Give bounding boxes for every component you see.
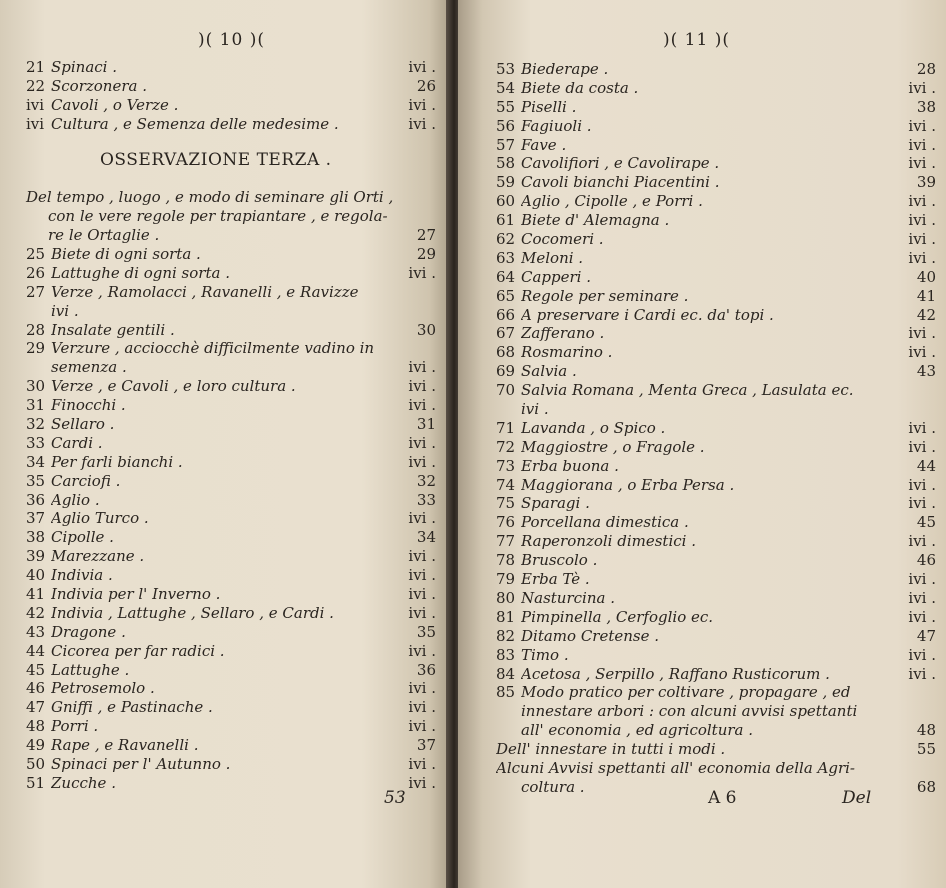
entry-text: Erba Tè . bbox=[521, 570, 590, 589]
entry-page: ivi . bbox=[408, 679, 436, 698]
toc-entry bbox=[496, 476, 936, 495]
entry-number: 57 bbox=[496, 135, 516, 154]
entry-continuation-text: semenza . bbox=[51, 358, 127, 377]
entry-page: ivi . bbox=[908, 588, 936, 607]
entry-text: Carciofi . bbox=[51, 471, 121, 490]
entry-text: Biete da costa . bbox=[521, 78, 639, 97]
toc-entry bbox=[26, 604, 436, 623]
entry-page: ivi . bbox=[908, 343, 936, 362]
entry-number: 46 bbox=[26, 679, 46, 698]
toc-entry bbox=[26, 472, 436, 491]
toc-entry bbox=[26, 321, 436, 340]
entry-text: Insalate gentili . bbox=[51, 320, 175, 339]
toc-entry bbox=[26, 434, 436, 453]
entry-number: 44 bbox=[26, 641, 46, 660]
toc-entry bbox=[496, 570, 936, 589]
entry-continuation bbox=[26, 358, 436, 377]
entry-text: Biete di ogni sorta . bbox=[51, 245, 201, 263]
line-page: 55 bbox=[916, 740, 936, 759]
entry-number: 72 bbox=[496, 437, 516, 456]
entry-text: Regole per seminare . bbox=[521, 286, 689, 305]
intro-line bbox=[26, 226, 436, 245]
toc-entry bbox=[26, 415, 436, 434]
toc-entry bbox=[26, 264, 436, 283]
toc-entry bbox=[26, 509, 436, 528]
entry-text: Salvia Romana , Menta Greca , Lasulata ec. bbox=[521, 381, 854, 400]
toc-entry bbox=[496, 173, 936, 192]
toc-entry bbox=[496, 646, 936, 665]
toc-line bbox=[496, 740, 936, 759]
toc-line bbox=[496, 721, 936, 740]
left-catchword: 53 bbox=[384, 788, 406, 808]
entry-number: 49 bbox=[26, 736, 46, 755]
toc-entry bbox=[26, 58, 436, 77]
toc-entry bbox=[26, 245, 436, 264]
entry-text: Pimpinella , Cerfoglio ec. bbox=[521, 607, 714, 626]
entry-number: 21 bbox=[26, 58, 46, 76]
entry-page: ivi . bbox=[908, 664, 936, 683]
entry-number: 41 bbox=[26, 585, 46, 604]
entry-page: ivi . bbox=[908, 135, 936, 154]
signature-mark: A 6 bbox=[708, 788, 737, 808]
toc-entry bbox=[496, 287, 936, 306]
entry-text: Biederape . bbox=[521, 60, 609, 78]
left-main-entries bbox=[26, 245, 436, 793]
toc-entry bbox=[26, 96, 436, 115]
entry-number: 36 bbox=[26, 490, 46, 509]
entry-text: Rosmarino . bbox=[521, 343, 613, 362]
entry-text: Indivia , Lattughe , Sellaro , e Cardi . bbox=[51, 603, 334, 622]
entry-number: 42 bbox=[26, 603, 46, 622]
entry-page: ivi . bbox=[908, 192, 936, 211]
right-catchword: Del bbox=[842, 788, 872, 808]
entry-number: 66 bbox=[496, 305, 516, 324]
entry-page: ivi . bbox=[408, 95, 436, 114]
right-page bbox=[458, 0, 946, 888]
entry-number: 28 bbox=[26, 320, 46, 339]
entry-text: Indivia per l' Inverno . bbox=[51, 585, 221, 604]
entry-number: 55 bbox=[496, 97, 516, 116]
right-page-header: )( 11 )( bbox=[663, 30, 730, 50]
entry-page: 31 bbox=[416, 415, 436, 434]
entry-number: 82 bbox=[496, 626, 516, 645]
toc-entry bbox=[496, 683, 936, 702]
toc-entry bbox=[496, 324, 936, 343]
entry-text: Bruscolo . bbox=[521, 551, 598, 570]
entry-text: Cardi . bbox=[51, 433, 103, 452]
entry-page: ivi . bbox=[408, 566, 436, 585]
entry-number: 22 bbox=[26, 76, 46, 95]
intro-page-number: 27 bbox=[416, 225, 436, 244]
entry-text: Zucche . bbox=[51, 773, 116, 792]
entry-text: Cavoli bianchi Piacentini . bbox=[521, 173, 720, 192]
toc-entry bbox=[26, 396, 436, 415]
toc-entry bbox=[496, 608, 936, 627]
entry-page: ivi . bbox=[908, 645, 936, 664]
entry-number: 25 bbox=[26, 245, 46, 263]
entry-text: Cocomeri . bbox=[521, 230, 604, 249]
entry-text: Verze , e Cavoli , e loro cultura . bbox=[51, 377, 296, 396]
entry-number: 59 bbox=[496, 173, 516, 192]
entry-text: Aglio Turco . bbox=[51, 509, 149, 528]
entry-number: 38 bbox=[26, 528, 46, 547]
entry-page: ivi . bbox=[408, 509, 436, 528]
entry-number: 71 bbox=[496, 418, 516, 437]
entry-continuation-text: ivi . bbox=[51, 301, 79, 320]
entry-number: 56 bbox=[496, 116, 516, 135]
entry-page: ivi . bbox=[908, 230, 936, 249]
entry-text: Marezzane . bbox=[51, 547, 145, 566]
entry-page: 37 bbox=[416, 736, 436, 755]
line-text: Dell' innestare in tutti i modi . bbox=[496, 740, 726, 759]
entry-text: Lattughe . bbox=[51, 660, 130, 679]
entry-number: 77 bbox=[496, 532, 516, 551]
toc-entry bbox=[496, 306, 936, 325]
entry-text: Aglio , Cipolle , e Porri . bbox=[521, 192, 703, 211]
entry-text: Spinaci . bbox=[51, 58, 118, 76]
entry-page: ivi . bbox=[408, 263, 436, 282]
entry-text: Sparagi . bbox=[521, 494, 590, 513]
toc-entry bbox=[496, 362, 936, 381]
entry-number: 63 bbox=[496, 248, 516, 267]
entry-number: 81 bbox=[496, 607, 516, 626]
toc-entry bbox=[496, 627, 936, 646]
toc-entry bbox=[496, 117, 936, 136]
entry-number: ivi bbox=[26, 95, 45, 114]
entry-number: 74 bbox=[496, 475, 516, 494]
entry-number: 32 bbox=[26, 415, 46, 434]
entry-page: 40 bbox=[916, 267, 936, 286]
entry-number: 85 bbox=[496, 683, 516, 702]
entry-text: Rape , e Ravanelli . bbox=[51, 736, 199, 755]
entry-text: Petrosemolo . bbox=[51, 679, 155, 698]
entry-page: ivi . bbox=[408, 585, 436, 604]
entry-page: ivi . bbox=[908, 211, 936, 230]
entry-page: ivi . bbox=[408, 114, 436, 133]
toc-entry bbox=[26, 736, 436, 755]
entry-page: 43 bbox=[916, 362, 936, 381]
entry-number: 27 bbox=[26, 282, 46, 301]
entry-page: ivi . bbox=[908, 418, 936, 437]
entry-page: 44 bbox=[916, 456, 936, 475]
entry-page: ivi . bbox=[908, 532, 936, 551]
entry-page: ivi . bbox=[908, 570, 936, 589]
toc-entry bbox=[496, 136, 936, 155]
entry-text: Porcellana dimestica . bbox=[521, 513, 689, 532]
entry-number: 50 bbox=[26, 755, 46, 774]
entry-page: ivi . bbox=[908, 248, 936, 267]
toc-entry bbox=[26, 717, 436, 736]
entry-text: Maggiostre , o Fragole . bbox=[521, 437, 705, 456]
entry-number: 62 bbox=[496, 230, 516, 249]
left-page bbox=[0, 0, 452, 888]
entry-page: 29 bbox=[416, 245, 436, 263]
entry-number: 68 bbox=[496, 343, 516, 362]
entry-text: Salvia . bbox=[521, 362, 577, 381]
entry-page: ivi . bbox=[408, 452, 436, 471]
toc-entry bbox=[496, 419, 936, 438]
entry-text: Scorzonera . bbox=[51, 76, 147, 95]
entry-text: Lavanda , o Spico . bbox=[521, 418, 666, 437]
entry-page: ivi . bbox=[408, 773, 436, 792]
toc-entry bbox=[26, 77, 436, 96]
toc-entry bbox=[496, 249, 936, 268]
entry-number: 64 bbox=[496, 267, 516, 286]
toc-entry bbox=[496, 494, 936, 513]
toc-entry bbox=[496, 60, 936, 79]
entry-number: ivi bbox=[26, 114, 45, 133]
entry-page: 41 bbox=[916, 286, 936, 305]
toc-entry bbox=[26, 774, 436, 793]
entry-page: ivi . bbox=[408, 641, 436, 660]
toc-entry bbox=[496, 79, 936, 98]
entry-number: 70 bbox=[496, 381, 516, 400]
entry-page: 42 bbox=[916, 305, 936, 324]
entry-number: 75 bbox=[496, 494, 516, 513]
entry-page: ivi . bbox=[908, 116, 936, 135]
entry-page: ivi . bbox=[908, 494, 936, 513]
entry-text: Per farli bianchi . bbox=[51, 452, 183, 471]
entry-number: 30 bbox=[26, 377, 46, 396]
entry-continuation-text: innestare arbori : con alcuni avvisi spettanti bbox=[521, 702, 858, 721]
entry-text: Cavoli , o Verze . bbox=[51, 95, 179, 114]
entry-page: ivi . bbox=[408, 358, 436, 377]
toc-entry bbox=[26, 642, 436, 661]
entry-text: Capperi . bbox=[521, 267, 592, 286]
entry-number: 45 bbox=[26, 660, 46, 679]
entry-page: 39 bbox=[916, 173, 936, 192]
toc-entry bbox=[26, 679, 436, 698]
toc-entry bbox=[496, 438, 936, 457]
entry-page: 33 bbox=[416, 490, 436, 509]
entry-number: 58 bbox=[496, 154, 516, 173]
entry-page: ivi . bbox=[408, 755, 436, 774]
entry-number: 76 bbox=[496, 513, 516, 532]
toc-entry bbox=[26, 528, 436, 547]
entry-number: 51 bbox=[26, 773, 46, 792]
entry-page: ivi . bbox=[408, 698, 436, 717]
toc-entry bbox=[496, 268, 936, 287]
entry-number: 73 bbox=[496, 456, 516, 475]
entry-number: 54 bbox=[496, 78, 516, 97]
entry-number: 39 bbox=[26, 547, 46, 566]
left-page-header: )( 10 )( bbox=[198, 30, 265, 50]
line-page: 48 bbox=[916, 721, 936, 740]
entry-number: 48 bbox=[26, 717, 46, 736]
entry-page: 38 bbox=[916, 97, 936, 116]
entry-page: 32 bbox=[416, 471, 436, 490]
entry-text: Indivia . bbox=[51, 566, 113, 585]
entry-page: 47 bbox=[916, 626, 936, 645]
toc-entry bbox=[26, 661, 436, 680]
entry-number: 69 bbox=[496, 362, 516, 381]
entry-page: ivi . bbox=[408, 396, 436, 415]
entry-number: 83 bbox=[496, 645, 516, 664]
section-intro bbox=[26, 188, 436, 245]
entry-page: 30 bbox=[416, 320, 436, 339]
entry-text: Zafferano . bbox=[521, 324, 605, 343]
entry-text: Erba buona . bbox=[521, 456, 619, 475]
entry-page: ivi . bbox=[408, 433, 436, 452]
left-top-entries bbox=[26, 58, 436, 134]
entry-text: Aglio . bbox=[51, 490, 100, 509]
entry-page: ivi . bbox=[408, 377, 436, 396]
entry-text: Nasturcina . bbox=[521, 588, 615, 607]
entry-text: Gniffi , e Pastinache . bbox=[51, 698, 213, 717]
entry-number: 80 bbox=[496, 588, 516, 607]
entry-text: Raperonzoli dimestici . bbox=[521, 532, 696, 551]
toc-entry bbox=[26, 585, 436, 604]
entry-page: 45 bbox=[916, 513, 936, 532]
toc-entry bbox=[26, 566, 436, 585]
toc-entry bbox=[26, 623, 436, 642]
entry-number: 84 bbox=[496, 664, 516, 683]
toc-entry bbox=[26, 339, 436, 358]
entry-text: Cipolle . bbox=[51, 528, 114, 547]
toc-entry bbox=[26, 547, 436, 566]
entry-text: Biete d' Alemagna . bbox=[521, 211, 670, 230]
toc-entry bbox=[496, 457, 936, 476]
entry-number: 26 bbox=[26, 263, 46, 282]
toc-entry bbox=[496, 192, 936, 211]
toc-entry bbox=[26, 115, 436, 134]
entry-text: Spinaci per l' Autunno . bbox=[51, 755, 231, 774]
entry-number: 35 bbox=[26, 471, 46, 490]
toc-entry bbox=[496, 98, 936, 117]
line-text: coltura . bbox=[521, 777, 585, 796]
toc-entry bbox=[496, 381, 936, 400]
entry-text: Cicorea per far radici . bbox=[51, 641, 225, 660]
intro-line: Del tempo , luogo , e modo di seminare gli Orti , bbox=[26, 188, 394, 206]
entry-text: Maggiorana , o Erba Persa . bbox=[521, 475, 735, 494]
entry-number: 31 bbox=[26, 396, 46, 415]
entry-page: ivi . bbox=[908, 324, 936, 343]
entry-text: Fave . bbox=[521, 135, 567, 154]
right-entries bbox=[496, 60, 936, 797]
entry-page: 26 bbox=[416, 76, 436, 95]
entry-text: Lattughe di ogni sorta . bbox=[51, 263, 230, 282]
entry-page: 35 bbox=[416, 622, 436, 641]
toc-entry bbox=[496, 211, 936, 230]
entry-number: 40 bbox=[26, 566, 46, 585]
line-page: 68 bbox=[916, 777, 936, 796]
line-text: all' economia , ed agricoltura . bbox=[521, 721, 754, 740]
entry-page: 28 bbox=[916, 60, 936, 78]
entry-number: 34 bbox=[26, 452, 46, 471]
entry-text: A preservare i Cardi ec. da' topi . bbox=[521, 305, 774, 324]
entry-number: 67 bbox=[496, 324, 516, 343]
entry-continuation bbox=[496, 702, 936, 721]
entry-text: Verzure , acciocchè difficilmente vadino in bbox=[51, 339, 375, 358]
entry-text: Finocchi . bbox=[51, 396, 126, 415]
entry-page: ivi . bbox=[908, 607, 936, 626]
entry-continuation bbox=[496, 400, 936, 419]
toc-entry bbox=[496, 589, 936, 608]
entry-page: 34 bbox=[416, 528, 436, 547]
toc-entry bbox=[26, 755, 436, 774]
section-heading: OSSERVAZIONE TERZA . bbox=[100, 150, 332, 170]
entry-text: Timo . bbox=[521, 645, 569, 664]
entry-number: 29 bbox=[26, 339, 46, 358]
toc-entry bbox=[496, 532, 936, 551]
entry-continuation-text: ivi . bbox=[521, 400, 549, 419]
toc-entry bbox=[496, 343, 936, 362]
entry-number: 47 bbox=[26, 698, 46, 717]
entry-page: ivi . bbox=[408, 603, 436, 622]
entry-text: Modo pratico per coltivare , propagare , ed bbox=[521, 683, 851, 702]
entry-number: 60 bbox=[496, 192, 516, 211]
toc-entry bbox=[26, 283, 436, 302]
entry-page: ivi . bbox=[908, 78, 936, 97]
toc-entry bbox=[26, 491, 436, 510]
entry-page: ivi . bbox=[908, 475, 936, 494]
toc-entry bbox=[26, 698, 436, 717]
entry-text: Cavolifiori , e Cavolirape . bbox=[521, 154, 720, 173]
intro-line-text: re le Ortaglie . bbox=[48, 225, 160, 244]
entry-number: 37 bbox=[26, 509, 46, 528]
toc-entry bbox=[496, 230, 936, 249]
entry-page: ivi . bbox=[408, 547, 436, 566]
entry-continuation bbox=[26, 302, 436, 321]
toc-entry bbox=[496, 154, 936, 173]
entry-text: Verze , Ramolacci , Ravanelli , e Ravizze bbox=[51, 282, 359, 301]
entry-number: 53 bbox=[496, 60, 516, 78]
entry-text: Porri . bbox=[51, 717, 99, 736]
entry-text: Piselli . bbox=[521, 97, 577, 116]
entry-page: 46 bbox=[916, 551, 936, 570]
entry-text: Meloni . bbox=[521, 248, 584, 267]
entry-number: 61 bbox=[496, 211, 516, 230]
entry-number: 65 bbox=[496, 286, 516, 305]
entry-page: ivi . bbox=[908, 437, 936, 456]
entry-text: Sellaro . bbox=[51, 415, 115, 434]
entry-number: 33 bbox=[26, 433, 46, 452]
entry-page: 36 bbox=[416, 660, 436, 679]
toc-entry bbox=[26, 377, 436, 396]
line-text: Alcuni Avvisi spettanti all' economia della Agri- bbox=[496, 758, 855, 777]
entry-text: Fagiuoli . bbox=[521, 116, 592, 135]
entry-page: ivi . bbox=[408, 58, 436, 76]
entry-number: 43 bbox=[26, 622, 46, 641]
toc-entry bbox=[496, 513, 936, 532]
entry-text: Cultura , e Semenza delle medesime . bbox=[51, 114, 339, 133]
entry-page: ivi . bbox=[408, 717, 436, 736]
entry-text: Dragone . bbox=[51, 622, 126, 641]
toc-entry bbox=[496, 665, 936, 684]
entry-text: Ditamo Cretense . bbox=[521, 626, 660, 645]
entry-number: 78 bbox=[496, 551, 516, 570]
entry-text: Acetosa , Serpillo , Raffano Rusticorum . bbox=[521, 664, 830, 683]
intro-line: con le vere regole per trapiantare , e regola- bbox=[48, 206, 388, 225]
entry-page: ivi . bbox=[908, 154, 936, 173]
entry-number: 79 bbox=[496, 570, 516, 589]
toc-entry bbox=[26, 453, 436, 472]
toc-line bbox=[496, 759, 936, 778]
toc-entry bbox=[496, 551, 936, 570]
